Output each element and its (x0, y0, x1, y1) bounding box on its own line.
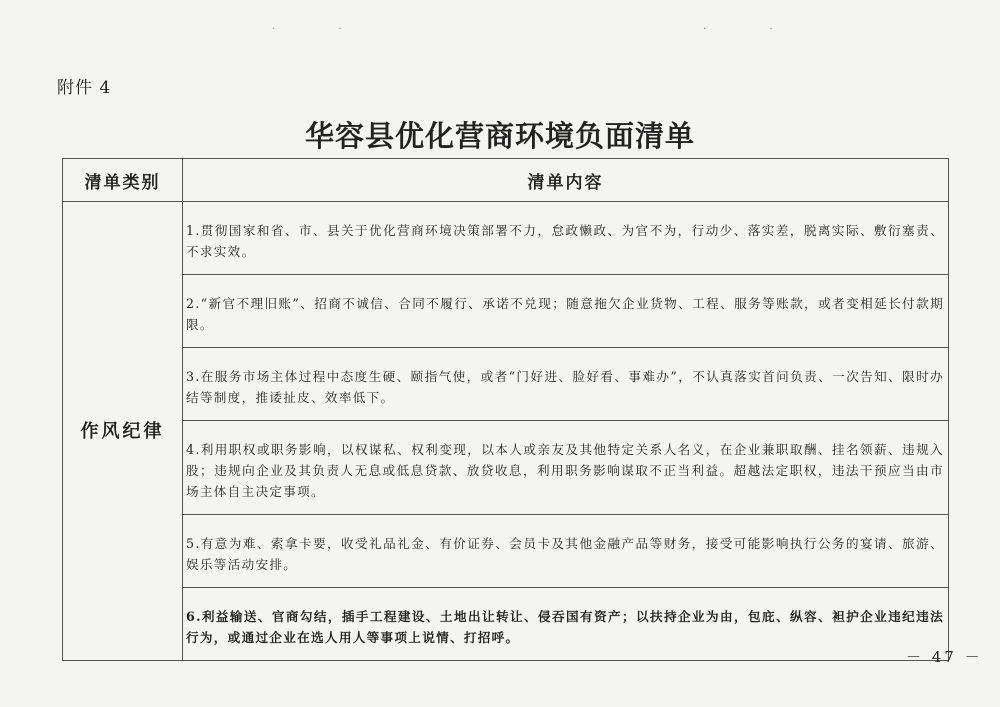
column-header-content: 清单内容 (183, 159, 949, 202)
list-item: 3.在服务市场主体过程中态度生硬、颐指气使，或者“门好进、脸好看、事难办”，不认真落实首问负责、一次告知、限时办结等制度，推诿扯皮、效率低下。 (183, 348, 949, 421)
table-row (63, 515, 949, 588)
table-row (63, 275, 949, 348)
table-row (63, 421, 949, 515)
list-item: 2.“新官不理旧账”、招商不诚信、合同不履行、承诺不兑现；随意拖欠企业货物、工程、服务等账款，或者变相延长付款期限。 (183, 275, 949, 348)
table-header-row (63, 159, 949, 202)
negative-list-table (62, 158, 949, 661)
list-item: 4.利用职权或职务影响，以权谋私、权利变现，以本人或亲友及其他特定关系人名义，在企业兼职取酬、挂名领薪、违规入股；违规向企业及其负责人无息或低息贷款、放贷收息，利用职务影响谋取不正当利益。超越法定职权，违法干预应当由市场主体自主决定事项。 (183, 421, 949, 515)
scan-speck: · · (703, 24, 803, 35)
table-row (63, 348, 949, 421)
list-item: 5.有意为难、索拿卡要，收受礼品礼金、有价证券、会员卡及其他金融产品等财务，接受可能影响执行公务的宴请、旅游、娱乐等活动安排。 (183, 515, 949, 588)
list-item: 1.贯彻国家和省、市、县关于优化营商环境决策部署不力，怠政懒政、为官不为，行动少、落实差，脱离实际、敷衍塞责、不求实效。 (183, 202, 949, 275)
column-header-category: 清单类别 (63, 159, 183, 202)
attachment-label: 附件 4 (57, 78, 112, 98)
scan-speck: · · (272, 24, 372, 35)
page-title: 华容县优化营商环境负面清单 (304, 119, 695, 153)
list-item: 6.利益输送、官商勾结，插手工程建设、土地出让转让、侵吞国有资产；以扶持企业为由，包庇、纵容、袒护企业违纪违法行为，或通过企业在选人用人等事项上说情、打招呼。 (183, 588, 949, 661)
table-row (63, 202, 949, 275)
table-row (63, 588, 949, 661)
page-number: － 47 － (906, 648, 983, 666)
category-cell: 作风纪律 (63, 202, 183, 661)
